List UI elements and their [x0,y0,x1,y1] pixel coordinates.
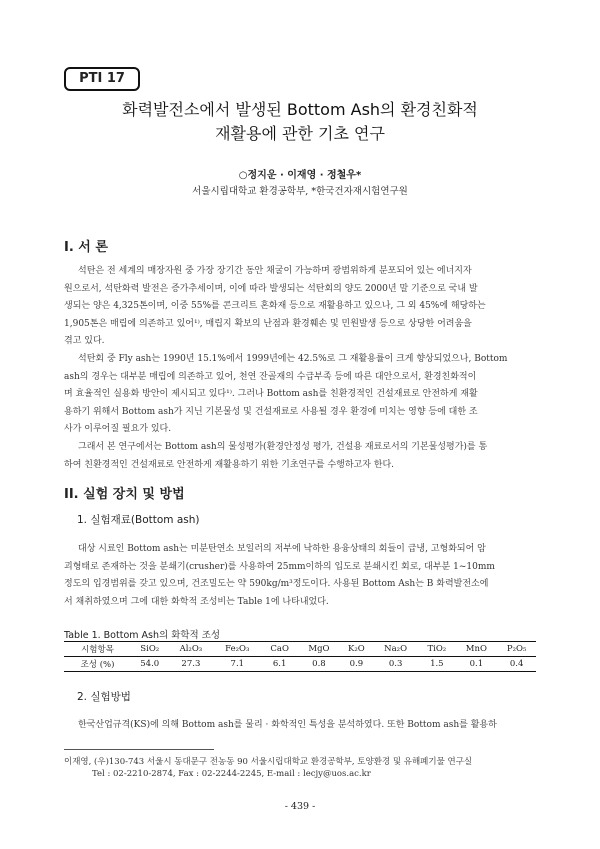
header-cell: MgO [308,644,330,654]
footnote-address: 이재영, (우)130-743 서울시 동대문구 전농동 90 서울시립대학교 환경공학부, 토양환경 및 유해폐기물 연구실 [64,757,473,767]
table-cell: 6.1 [272,659,287,669]
materials-paragraph [64,541,536,611]
text-line: 괴형태로 존재하는 것을 분쇄기(crusher)를 사용하여 25mm이하의 입도로 분쇄시킨 회로, 대부분 1~10mm [64,561,495,572]
section-heading-intro: I. 서 론 [64,240,108,255]
table-cell: 0.4 [509,659,524,669]
header-cell: Fe₂O₃ [225,644,250,654]
table-caption: Table 1. Bottom Ash의 화학적 조성 [64,630,221,641]
header-cell: MnO [465,644,487,654]
paper-id-badge: PTI 17 [64,67,140,91]
header-cell: CaO [270,644,289,654]
text-line: 며 효율적인 실용화 방안이 제시되고 있다¹⁾. 그러나 Bottom ash를 친환경적인 건설재료로 안전하게 재활 [64,389,478,400]
header-cell: SiO₂ [140,644,160,654]
text-line: 용하기 위해서 Bottom ash가 지닌 기본물성 및 건설재료로 사용될 경우 환경에 미치는 영향 등에 대한 조 [64,406,478,417]
table-header-row [64,642,536,657]
text-line: 하여 친환경적인 건설재료로 안전하게 재활용하기 위한 기초연구를 수행하고자 한다. [64,459,395,470]
title-line-2: 재활용에 관한 기초 연구 [215,124,385,143]
subsection-heading-methods: 2. 실험방법 [77,691,131,703]
intro-paragraph-1 [64,263,536,351]
text-line: 정도의 입경범위를 갖고 있으며, 건조밀도는 약 590kg/m³정도이다. 사용된 Bottom Ash는 B 화력발전소에 [64,579,489,590]
text-line: 대상 시료인 Bottom ash는 미분탄연소 보일러의 저부에 낙하한 용융상태의 회들이 급냉, 고형화되어 암 [78,544,486,554]
header-cell: 시험항목 [81,645,114,655]
header-cell: P₂O₅ [506,644,527,654]
text-line: 사가 이루어질 필요가 있다. [64,424,172,435]
table-cell: 1.5 [430,659,444,669]
title-line-1: 화력발전소에서 발생된 Bottom Ash의 환경친화적 [122,100,478,119]
text-line: 생되는 양은 4,325톤이며, 이중 55%를 콘크리트 혼화재 등으로 재활용하고 있으나, 그 외 45%에 해당하는 [64,301,486,312]
table-cell: 54.0 [140,659,160,669]
text-line: 1,905톤은 매립에 의존하고 있어¹⁾, 매립지 확보의 난점과 환경훼손 및 민원발생 등으로 상당한 어려움을 [64,318,472,329]
header-cell: Na₂O [384,644,408,654]
table-cell: 조성 (%) [80,660,115,670]
table-cell: 0.9 [349,659,364,669]
text-line: 겪고 있다. [64,336,105,347]
header-cell: K₂O [348,644,365,654]
intro-paragraph-2 [64,351,536,439]
section-heading-methods: II. 실험 장치 및 방법 [64,487,185,502]
footnote-divider [64,749,214,750]
table-cell: 0.1 [469,659,484,669]
text-line: 서 채취하였으며 그에 대한 화학적 조성비는 Table 1에 나타내었다. [64,596,329,607]
header-cell: TiO₂ [427,644,447,654]
table-cell: 27.3 [181,659,201,669]
page-number: - 439 - [284,801,316,812]
text-line: ash의 경우는 대부분 매립에 의존하고 있어, 천연 잔골재의 수급부족 등에 따른 대안으로서, 환경친화적이 [64,371,477,382]
header-cell: Al₂O₃ [179,644,203,654]
subsection-heading-materials: 1. 실험재료(Bottom ash) [77,514,200,526]
text-line: 한국산업규격(KS)에 의해 Bottom ash를 물리 · 화학적인 특성을 분석하였다. 또한 Bottom ash를 활용하 [78,720,497,730]
text-line: 그래서 본 연구에서는 Bottom ash의 물성평가(환경안정성 평가, 건설용 재료로서의 기본물성평가)를 통 [78,442,488,452]
table-cell: 0.8 [312,659,326,669]
footnote-contact: Tel : 02-2210-2874, Fax : 02-2244-2245, E-mail : lecjy@uos.ac.kr [92,769,371,779]
composition-table [64,641,536,672]
table-cell: 7.1 [230,659,245,669]
methods-paragraph [64,717,536,735]
table-row [64,657,536,672]
text-line: 원으로서, 석탄화력 발전은 증가추세이며, 이에 따라 발생되는 석탄회의 양도 2000년 말 기준으로 국내 발 [64,283,478,294]
intro-paragraph-3 [64,439,536,474]
authors: ○정지운 · 이재영 · 정철우* [238,170,362,181]
text-line: 석탄회 중 Fly ash는 1990년 15.1%에서 1999년에는 42.5%로 그 재활용률이 크게 향상되었으나, Bottom [78,354,508,364]
affiliation: 서울시립대학교 환경공학부, *한국건자재시험연구원 [192,186,408,197]
text-line: 석탄은 전 세계의 매장자원 중 가장 장기간 동안 채굴이 가능하며 광범위하게 분포되어 있는 에너지자 [78,266,472,276]
table-cell: 0.3 [388,659,403,669]
